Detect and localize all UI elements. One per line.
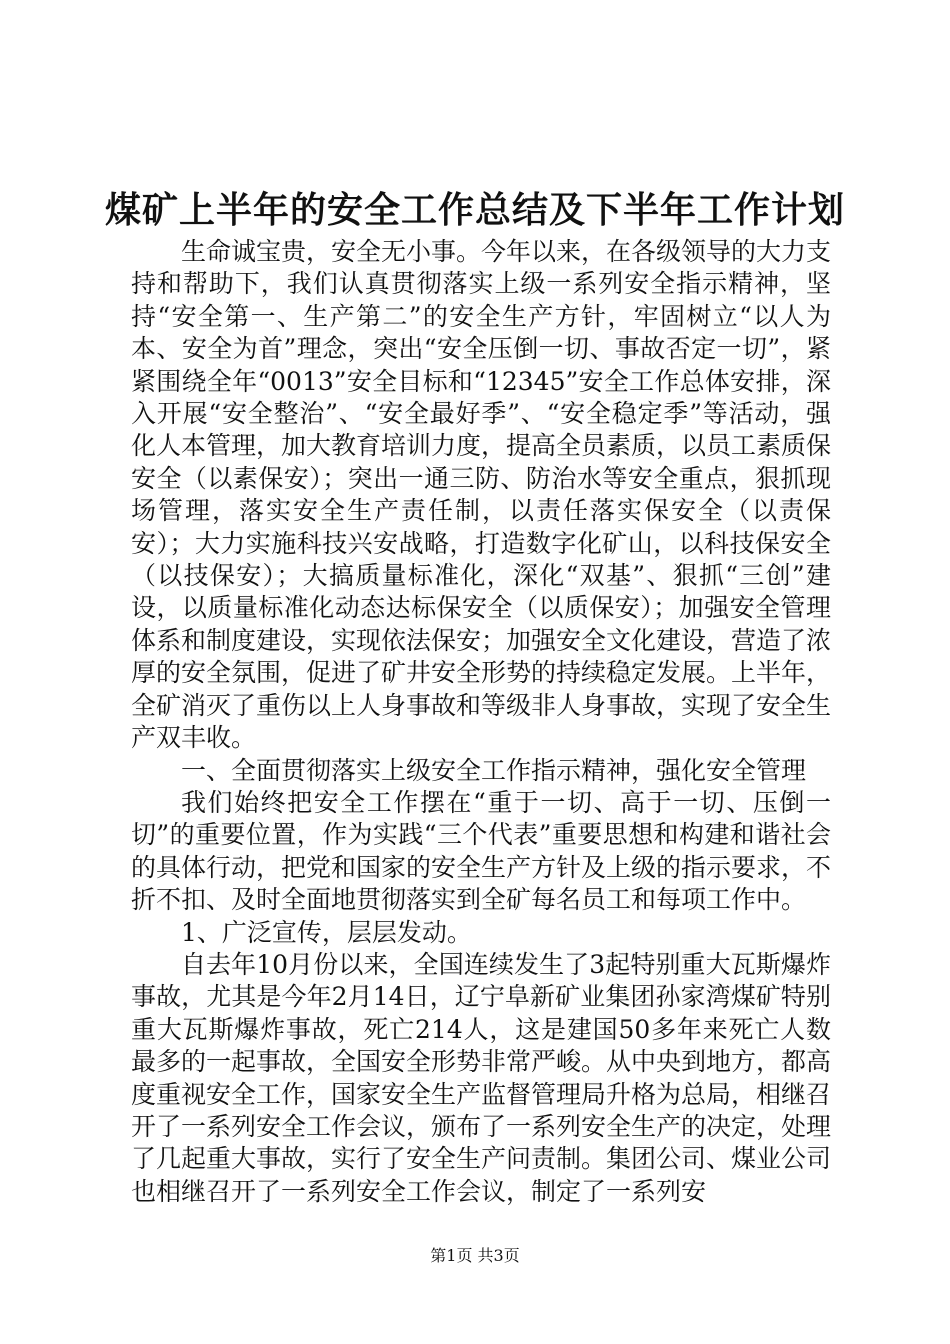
subsection-heading-1: 1、广泛宣传，层层发动。 — [181, 917, 472, 947]
section-heading-1: 一、全面贯彻落实上级安全工作指示精神，强化安全管理 — [181, 755, 807, 785]
document-title: 煤矿上半年的安全工作总结及下半年工作计划 — [104, 189, 845, 231]
document-body — [131, 236, 831, 1208]
paragraph-subsection-1: 自去年10月份以来，全国连续发生了3起特别重大瓦斯爆炸事故，尤其是今年2月14日，辽宁阜新矿业集团孙家湾煤矿特别重大瓦斯爆炸事故，死亡214人，这是建国50多年来死亡人数最多的一起事故，全国安全形势非常严峻。从中央到地方，都高度重视安全工作，国家安全生产监督管理局升格为总局，相继召开了一系列安全工作会议，颁布了一系列安全生产的决定，处理了几起重大事故，实行了安全生产问责制。集团公司、煤业公司也相继召开了一系列安全工作会议，制定了一系列安 — [131, 949, 832, 1206]
page-number: 第1页 共3页 — [430, 1246, 520, 1265]
paragraph-section-1: 我们始终把安全工作摆在“重于一切、高于一切、压倒一切”的重要位置，作为实践“三个代表”重要思想和构建和谐社会的具体行动，把党和国家的安全生产方针及上级的指示要求，不折不扣、及时全面地贯彻落实到全矿每名员工和每项工作中。 — [131, 787, 832, 915]
paragraph-intro: 生命诚宝贵，安全无小事。今年以来，在各级领导的大力支持和帮助下，我们认真贯彻落实上级一系列安全指示精神，坚持“安全第一、生产第二”的安全生产方针，牢固树立“以人为本、安全为首”理念，突出“安全压倒一切、事故否定一切”，紧紧围绕全年“0013”安全目标和“12345”安全工作总体安排，深入开展“安全整治”、“安全最好季”、“安全稳定季”等活动，强化人本管理，加大教育培训力度，提高全员素质，以员工素质保安全（以素保安）；突出一通三防、防治水等安全重点，狠抓现场管理，落实安全生产责任制，以责任落实保安全（以责保安）；大力实施科技兴安战略，打造数字化矿山，以科技保安全（以技保安）；大搞质量标准化，深化“双基”、狠抓“三创”建设，以质量标准化动态达标保安全（以质保安）；加强安全管理体系和制度建设，实现依法保安；加强安全文化建设，营造了浓厚的安全氛围，促进了矿井安全形势的持续稳定发展。上半年，全矿消灭了重伤以上人身事故和等级非人身事故，实现了安全生产双丰收。 — [131, 237, 832, 753]
